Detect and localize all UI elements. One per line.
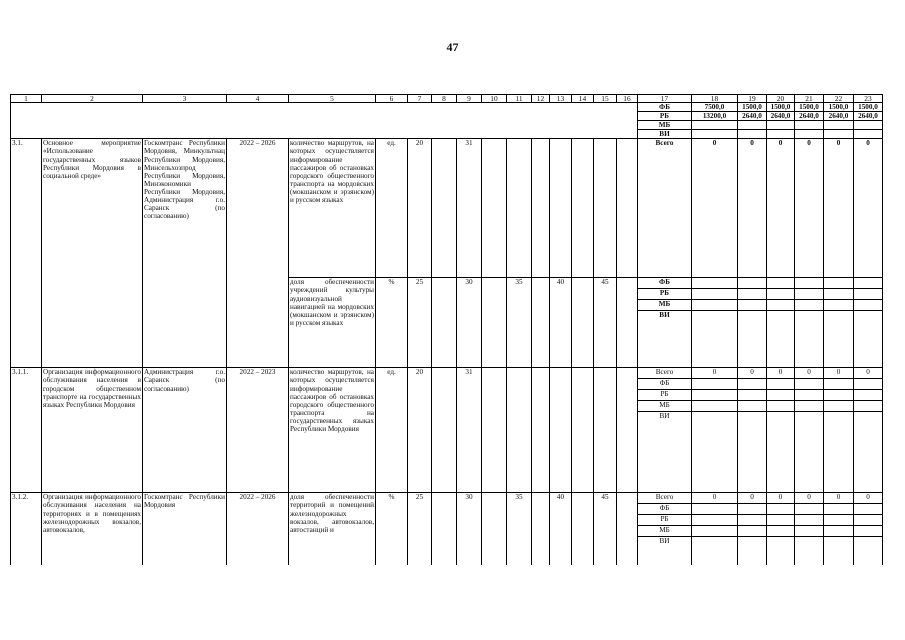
col-header: 18 bbox=[692, 95, 738, 103]
col-header: 13 bbox=[550, 95, 572, 103]
amount: 2640,0 bbox=[824, 112, 854, 121]
executors: Госкомтранс Республики Мордовия, Минкультнац Республики Мордовия, Минсельхозпрод Республики Мордовия, Минэкономики Республики Мордовия, Администрация г.о. Саранск (по согласованию) bbox=[143, 139, 227, 368]
col-header: 22 bbox=[824, 95, 854, 103]
amount: 0 bbox=[824, 139, 854, 278]
amount: 1500,0 bbox=[824, 103, 854, 112]
funding-source: РБ bbox=[638, 112, 692, 121]
amount: 0 bbox=[692, 139, 738, 278]
amount: 2640,0 bbox=[854, 112, 883, 121]
col-header: 23 bbox=[854, 95, 883, 103]
amount: 0 bbox=[767, 493, 794, 504]
col-header: 11 bbox=[507, 95, 532, 103]
col-header: 2 bbox=[42, 95, 143, 103]
col-header: 3 bbox=[143, 95, 227, 103]
unit: ед. bbox=[376, 368, 408, 493]
funding-source: ФБ bbox=[638, 103, 692, 112]
funding-source: РБ bbox=[638, 515, 691, 526]
col-header: 21 bbox=[795, 95, 824, 103]
funding-source: РБ bbox=[638, 390, 691, 401]
item-number: 3.1.2. bbox=[11, 493, 42, 565]
funding-source: ФБ bbox=[638, 278, 691, 289]
item-name: Организация информационного обслуживания населения в городском общественном транспорте на государственных языках Республики Мордовия bbox=[42, 368, 143, 493]
col-header: 7 bbox=[408, 95, 432, 103]
col-header: 9 bbox=[457, 95, 482, 103]
amount: 1500,0 bbox=[767, 103, 795, 112]
col-header: 16 bbox=[617, 95, 638, 103]
col-header: 14 bbox=[572, 95, 594, 103]
funding-source: ВИ bbox=[638, 130, 692, 139]
value: 40 bbox=[550, 278, 572, 368]
sources-cell bbox=[638, 368, 692, 493]
amount: 7500,0 bbox=[692, 103, 738, 112]
indicator: доля обеспеченности территорий и помещений железнодорожных вокзалов, автовокзалов, автостанций и bbox=[289, 493, 376, 565]
value: 45 bbox=[594, 493, 617, 565]
unit: % bbox=[376, 493, 408, 565]
page-number: 47 bbox=[446, 40, 459, 54]
unit: ед. bbox=[376, 139, 408, 278]
value: 45 bbox=[594, 278, 617, 368]
value: 25 bbox=[408, 493, 432, 565]
amount: 2640,0 bbox=[738, 112, 767, 121]
table-row bbox=[11, 493, 883, 565]
amount: 0 bbox=[854, 139, 883, 278]
period: 2022 – 2026 bbox=[227, 139, 289, 368]
funding-source: ВИ bbox=[659, 537, 670, 546]
col-header: 12 bbox=[532, 95, 550, 103]
col-header: 1 bbox=[11, 95, 42, 103]
value: 25 bbox=[408, 278, 432, 368]
item-name: Основное мероприятие «Использование государственных языков Республики Мордовия в социальной среде» bbox=[42, 139, 143, 368]
total-label: Всего bbox=[638, 139, 692, 278]
col-header: 17 bbox=[638, 95, 692, 103]
amount: 0 bbox=[692, 493, 737, 504]
funding-row bbox=[11, 103, 883, 112]
executors: Госкомтранс Республики Мордовия bbox=[143, 493, 227, 565]
funding-source: ФБ bbox=[638, 379, 691, 390]
table-row bbox=[11, 139, 883, 278]
amount: 0 bbox=[824, 368, 853, 379]
amount: 0 bbox=[738, 368, 766, 379]
period: 2022 – 2026 bbox=[227, 493, 289, 565]
col-header: 20 bbox=[767, 95, 795, 103]
funding-source: МБ bbox=[638, 526, 691, 537]
item-name: Организация информационного обслуживания населения на территориях и в помещениях железнодорожных вокзалов, автовокзалов, bbox=[42, 493, 143, 565]
amount: 13200,0 bbox=[692, 112, 738, 121]
amount: 0 bbox=[854, 368, 882, 379]
amount: 0 bbox=[795, 493, 823, 504]
amount: 0 bbox=[767, 368, 794, 379]
amount: 1500,0 bbox=[738, 103, 767, 112]
item-number: 3.1.1. bbox=[11, 368, 42, 493]
value: 35 bbox=[507, 278, 532, 368]
item-number: 3.1. bbox=[11, 139, 42, 368]
funding-source: Всего bbox=[638, 368, 691, 379]
amount: 0 bbox=[795, 368, 823, 379]
sources-cell bbox=[638, 278, 692, 368]
amount: 0 bbox=[767, 139, 795, 278]
funding-source: ВИ bbox=[659, 311, 670, 320]
funding-source: ВИ bbox=[659, 412, 670, 421]
value: 31 bbox=[457, 139, 482, 278]
header-row bbox=[11, 95, 883, 103]
table-row bbox=[11, 368, 883, 493]
program-table bbox=[10, 94, 883, 565]
amount: 2640,0 bbox=[767, 112, 795, 121]
value: 20 bbox=[408, 139, 432, 278]
amount: 0 bbox=[795, 139, 824, 278]
value: 40 bbox=[550, 493, 572, 565]
value: 35 bbox=[507, 493, 532, 565]
funding-source: МБ bbox=[638, 401, 691, 412]
col-header: 8 bbox=[432, 95, 457, 103]
amount: 1500,0 bbox=[795, 103, 824, 112]
col-header: 19 bbox=[738, 95, 767, 103]
value: 30 bbox=[457, 493, 482, 565]
sources-cell bbox=[638, 493, 692, 565]
amount: 0 bbox=[854, 493, 882, 504]
funding-source: Всего bbox=[638, 493, 691, 504]
funding-source: ФБ bbox=[638, 504, 691, 515]
amount: 2640,0 bbox=[795, 112, 824, 121]
period: 2022 – 2023 bbox=[227, 368, 289, 493]
amount: 0 bbox=[738, 493, 766, 504]
indicator: доля обеспеченности учреждений культуры аудиовизуальной навигацией на мордовских (мокшанском и эрзянском) и русском языках bbox=[289, 278, 376, 368]
value: 30 bbox=[457, 278, 482, 368]
executors: Администрация г.о. Саранск (по согласованию) bbox=[143, 368, 227, 493]
funding-source: МБ bbox=[638, 300, 691, 311]
amount: 0 bbox=[738, 139, 767, 278]
funding-source: МБ bbox=[638, 121, 692, 130]
indicator: количество маршрутов, на которых осуществляется информирование пассажиров об остановках городского общественного транспорта на государственных языках Республики Мордовия bbox=[289, 368, 376, 493]
col-header: 6 bbox=[376, 95, 408, 103]
unit: % bbox=[376, 278, 408, 368]
value: 20 bbox=[408, 368, 432, 493]
col-header: 5 bbox=[289, 95, 376, 103]
funding-source: РБ bbox=[638, 289, 691, 300]
indicator: количество маршрутов, на которых осуществляется информирование пассажиров об остановках городского общественного транспорта на мордовских (мокшанском и эрзянском) и русском языках bbox=[289, 139, 376, 278]
col-header: 4 bbox=[227, 95, 289, 103]
amount: 0 bbox=[824, 493, 853, 504]
value: 31 bbox=[457, 368, 482, 493]
amount: 1500,0 bbox=[854, 103, 883, 112]
amount: 0 bbox=[692, 368, 737, 379]
col-header: 15 bbox=[594, 95, 617, 103]
col-header: 10 bbox=[482, 95, 507, 103]
blank-area bbox=[11, 103, 638, 139]
